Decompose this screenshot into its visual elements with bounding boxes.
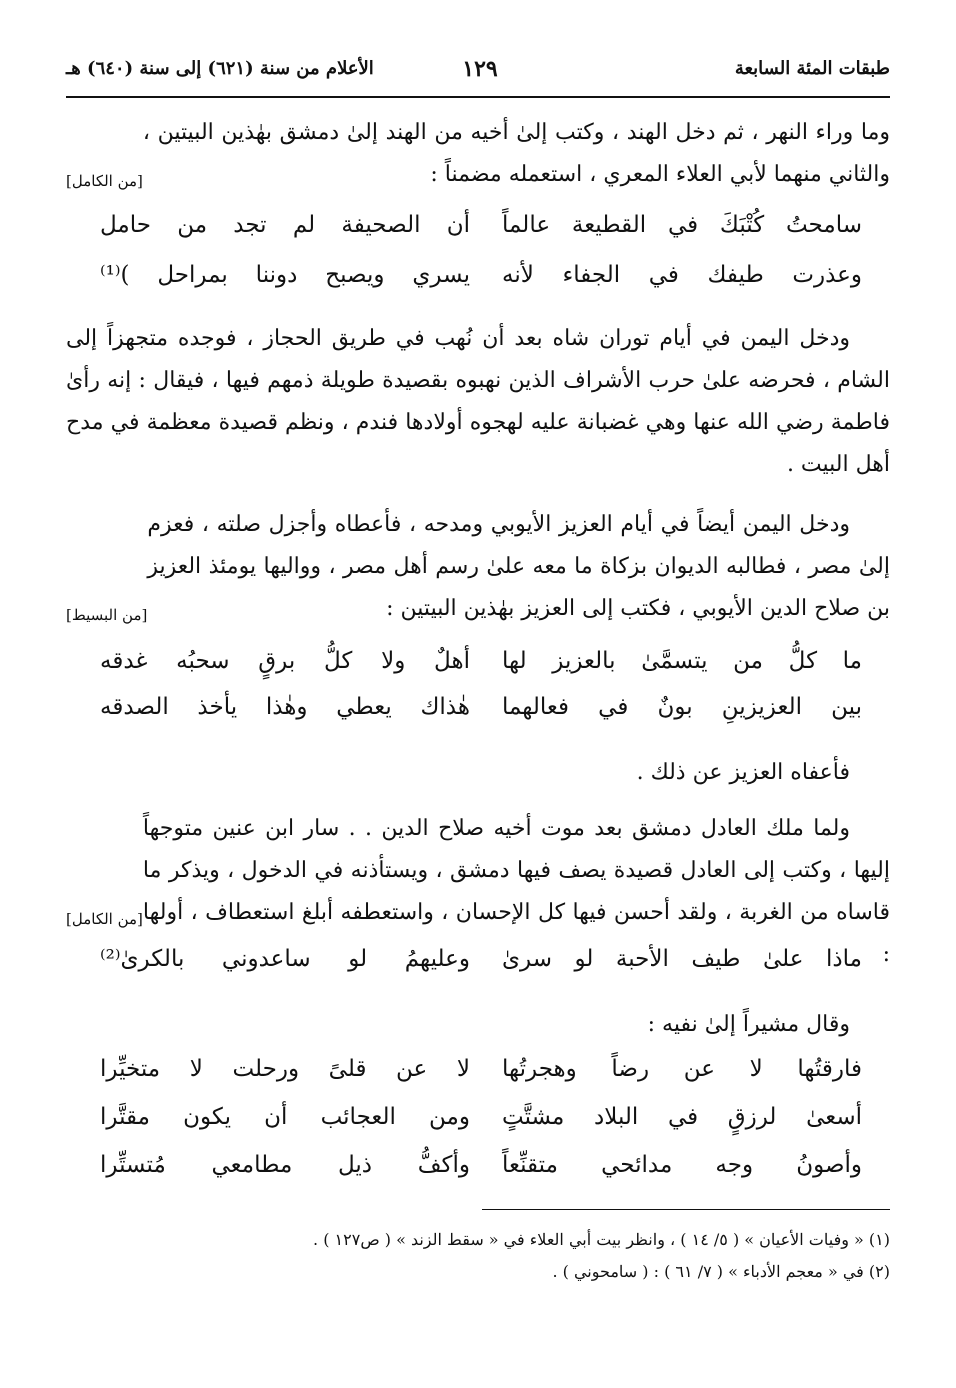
footnote-rule (482, 1209, 890, 1210)
paragraph-2 (66, 318, 890, 486)
meter-label: [من الكامل] (66, 910, 143, 928)
verse-hemistich-second: لا عن قلىً ورحلت لا متخيِّرا (100, 1056, 470, 1082)
verse-hemistich-first: وأصونُ وجه مدائحي متقنِّعاً (502, 1152, 862, 1178)
paragraph-text: ولما ملك العادل دمشق بعد موت أخيه صلاح الدين . . سار ابن عنين متوجهاً إليها ، وكتب إلى العادل قصيدة يصف فيها دمشق ، ويستأذنه في الدخول ، ويذكر ما قاساه من الغربة ، ولقد أحسن فيها كل الإحسان ، واستعطفه أبلغ استعطاف ، أولها : (142, 816, 890, 967)
paragraph-6 (66, 1004, 890, 1046)
verse-line (66, 262, 890, 310)
verse-hemistich-first: أسعىٰ لرزقٍ في البلاد مشتَّتٍ (502, 1104, 862, 1130)
verse-hemistich-second: ومن العجائب أن يكون مقتَّرا (100, 1104, 470, 1130)
verse-line (66, 694, 890, 742)
verse-hemistich-first: ما كلُّ من يتسمَّىٰ بالعزيز لها (502, 648, 862, 674)
verse-hemistich-first: فارقتُها لا عن رضاً وهجرتُها (502, 1056, 862, 1082)
verse-hemistich-first: سامحتُ كُتْبَكَ في القطيعة عالماً (502, 212, 862, 238)
verse-hemistich-second: أن الصحيفة لم تجد من حامل (100, 212, 470, 238)
paragraph-3 (66, 504, 890, 636)
verse-line (66, 648, 890, 696)
verse-hemistich-first: وعذرت طيفك في الجفاء لأنه (502, 262, 862, 288)
verse-hemistich-second: وعليهمُ لو ساعدوني بالكرىٰ⁽²⁾ (100, 946, 470, 972)
paragraph-1 (66, 112, 890, 202)
verse-hemistich-first: ماذا علىٰ طيف الأحبة لو سرىٰ (502, 946, 862, 972)
paragraph-text: ودخل اليمن أيضاً في أيام العزيز الأيوبي ومدحه ، فأعطاه وأجزل صلته ، فعزم إلىٰ مصر ، فطالبه الديوان بزكاة ما معه علىٰ رسم أهل مصر ، وواليها يومئذ العزيز بن صلاح الدين الأيوبي ، فكتب إلى العزيز بهٰذين البيتين : (147, 512, 890, 621)
paragraph-text: ودخل اليمن في أيام توران شاه بعد أن نُهب في طريق الحجاز ، فوجده متجهزاً إلى الشام ، فحرضه علىٰ حرب الأشراف الذين نهبوه بقصيدة طويلة ذمهم فيها ، فيقال : إنه رأىٰ فاطمة رضي الله عنها وهي غضبانة عليه لهجوه أولادها فندم ، ونظم قصيدة معظمة في مدح أهل البيت . (66, 326, 890, 477)
running-header-title: الأعلام من سنة (٦٢١) إلى سنة (٦٤٠) هـ (66, 58, 374, 79)
footnote-2: (٢) في « معجم الأدباء » ( ٧/ ٦١ ) : ( سامحوني ) . (552, 1262, 890, 1281)
meter-label: [من البسيط] (66, 606, 148, 624)
footnote-1: (١) « وفيات الأعيان » ( ٥/ ١٤ ) ، وانظر بيت أبي العلاء في « سقط الزند » ( ص١٢٧ ) . (313, 1230, 890, 1249)
verse-hemistich-first: بين العزيزينِ بونٌ في فعالهما (502, 694, 862, 720)
verse-line (66, 946, 890, 994)
paragraph-text: فأعفاه العزيز عن ذلك . (636, 760, 850, 785)
header-rule (66, 96, 890, 98)
verse-hemistich-second: يسري ويصبح دوننا بمراحل )⁽¹⁾ (100, 262, 470, 288)
paragraph-4 (66, 752, 890, 794)
paragraph-text: وما وراء النهر ، ثم دخل الهند ، وكتب إلىٰ أخيه من الهند إلىٰ دمشق بهٰذين البيتين ، والثاني منهما لأبي العلاء المعري ، استعمله مضمناً : (142, 120, 890, 187)
paragraph-text: وقال مشيراً إلىٰ نفيه : (647, 1012, 850, 1037)
verse-line (66, 1056, 890, 1104)
verse-hemistich-second: وأكفُّ ذيل مطامعي مُتستِّرا (100, 1152, 470, 1178)
meter-label: [من الكامل] (66, 172, 143, 190)
verse-line (66, 212, 890, 260)
running-header-section: طبقات المئة السابعة (734, 58, 890, 79)
verse-line (66, 1152, 890, 1200)
verse-hemistich-second: هٰذاك يعطي وهٰذا يأخذ الصدقه (100, 694, 470, 720)
page-number: ١٢٩ (462, 56, 498, 82)
verse-hemistich-second: أهلٌ ولا كلُّ برقٍ سحبُه غدقه (100, 648, 470, 674)
verse-line (66, 1104, 890, 1152)
